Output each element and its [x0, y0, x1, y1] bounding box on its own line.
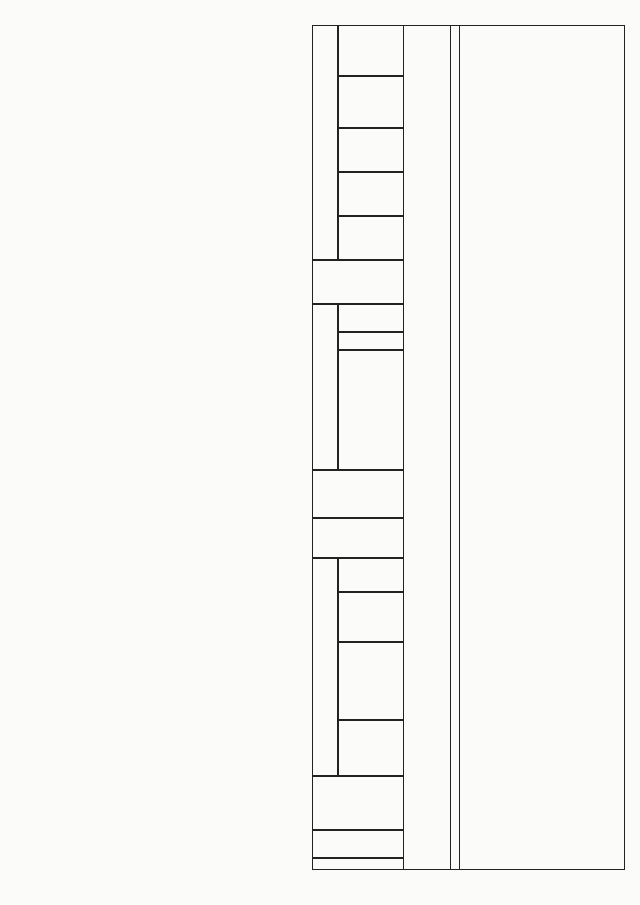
col-header-house — [338, 592, 404, 642]
district-row — [450, 25, 460, 870]
rotated-page — [0, 10, 640, 880]
col-header-cost — [312, 260, 404, 304]
col-header-street — [338, 642, 404, 720]
col-header-local — [338, 128, 404, 172]
col-header-owners — [338, 76, 404, 128]
col-header-corp — [338, 558, 404, 592]
col-header-finance — [312, 25, 338, 260]
plan-table — [312, 25, 625, 870]
col-header-works — [312, 304, 338, 470]
col-header-area — [312, 518, 404, 558]
col-header-address — [312, 558, 338, 776]
col-header-budget — [338, 172, 404, 216]
col-header-unit — [338, 332, 404, 350]
col-header-city — [338, 720, 404, 776]
col-header-code — [312, 830, 404, 858]
col-header-work-name — [338, 350, 404, 470]
col-header-total — [338, 25, 404, 76]
col-header-fund — [338, 216, 404, 260]
col-header-num — [312, 858, 404, 870]
col-header-volume — [338, 304, 404, 332]
col-header-mo — [312, 776, 404, 830]
col-header-year — [312, 470, 404, 518]
